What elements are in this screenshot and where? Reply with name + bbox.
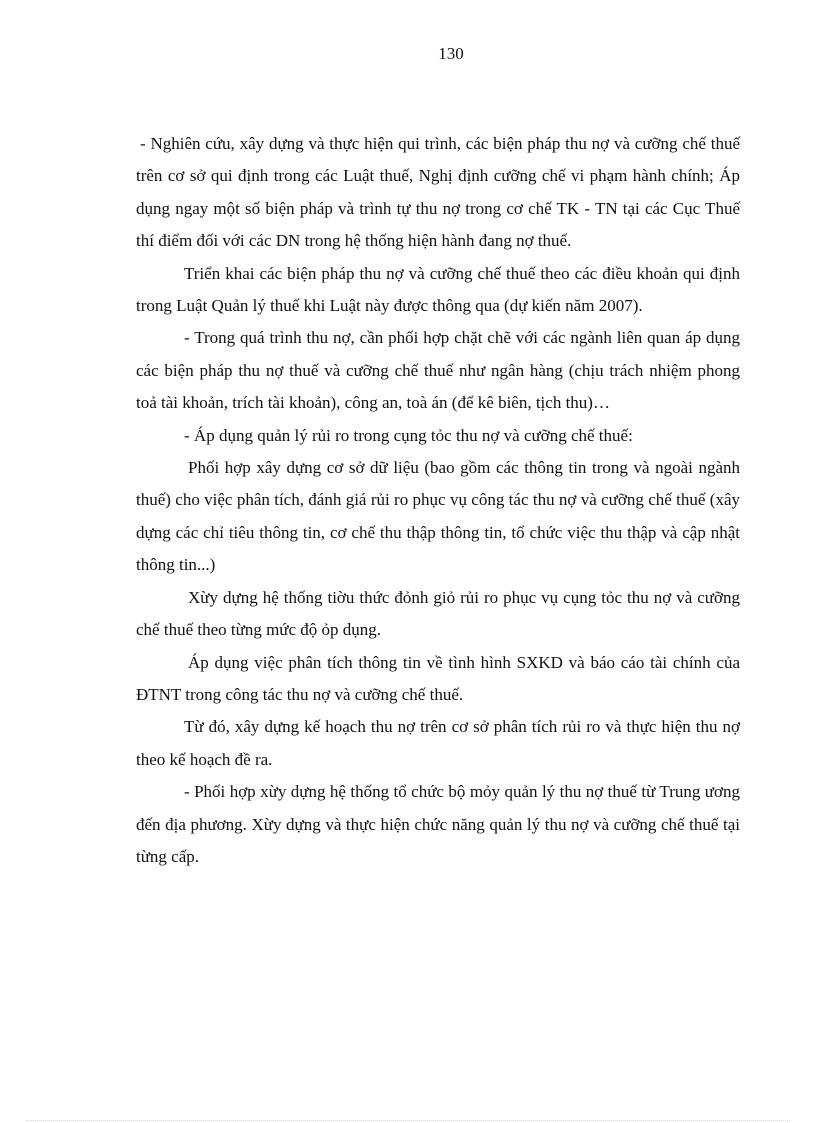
document-body	[136, 128, 740, 873]
paragraph-deploy-measures: Triển khai các biện pháp thu nợ và cưỡng chế thuế theo các điều khoản qui định trong Luật Quản lý thuế khi Luật này được thông qua (dự kiến năm 2007).	[136, 263, 740, 316]
paragraph-build-database: Phối hợp xây dựng cơ sở dữ liệu (bao gồm các thông tin trong và ngoài ngành thuế) cho việc phân tích, đánh giá rủi ro phục vụ công tác thu nợ và cưỡng chế thuế (xây dựng các chỉ tiêu thông tin, cơ chế thu thập thông tin, tổ chức việc thu thập và cập nhật thông tin...)	[136, 458, 740, 575]
paragraph-organization-structure: - Phối hợp xừy dựng hệ thống tổ chức bộ mỏy quản lý thu nợ thuế từ Trung ương đến địa phương. Xừy dựng và thực hiện chức năng quản lý thu nợ và cưỡng chế thuế tại từng cấp.	[136, 782, 740, 866]
bottom-divider	[26, 1120, 790, 1121]
paragraph-research-procedures: - Nghiên cứu, xây dựng và thực hiện qui trình, các biện pháp thu nợ và cưỡng chế thuế trên cơ sở qui định trong các Luật thuế, Nghị định cưỡng chế vi phạm hành chính; Áp dụng ngay một số biện pháp và trình tự thu nợ trong cơ chế TK - TN tại các Cục Thuế thí điểm đối với các DN trong hệ thống hiện hành đang nợ thuế.	[136, 134, 740, 251]
paragraph-financial-analysis: Áp dụng việc phân tích thông tin về tình hình SXKD và báo cáo tài chính của ĐTNT trong công tác thu nợ và cưỡng chế thuế.	[136, 652, 740, 704]
paragraph-risk-management-heading: - Áp dụng quản lý rủi ro trong cụng tỏc thu nợ và cưỡng chế thuế:	[184, 425, 633, 445]
paragraph-risk-criteria: Xừy dựng hệ thống tiờu thức đỏnh giỏ rủi ro phục vụ cụng tỏc thu nợ và cưỡng chế thuế theo từng mức độ ỏp dụng.	[136, 587, 740, 640]
paragraph-coordinate-agencies: - Trong quá trình thu nợ, cần phối hợp chặt chẽ với các ngành liên quan áp dụng các biện pháp thu nợ thuế và cưỡng chế thuế như ngân hàng (chịu trách nhiệm phong toả tài khoản, trích tài khoản), công an, toà án (để kê biên, tịch thu)…	[136, 328, 740, 413]
page-number: 130	[438, 44, 464, 63]
paragraph-collection-plan: Từ đó, xây dựng kế hoạch thu nợ trên cơ sở phân tích rủi ro và thực hiện thu nợ theo kế hoạch đề ra.	[136, 717, 740, 769]
